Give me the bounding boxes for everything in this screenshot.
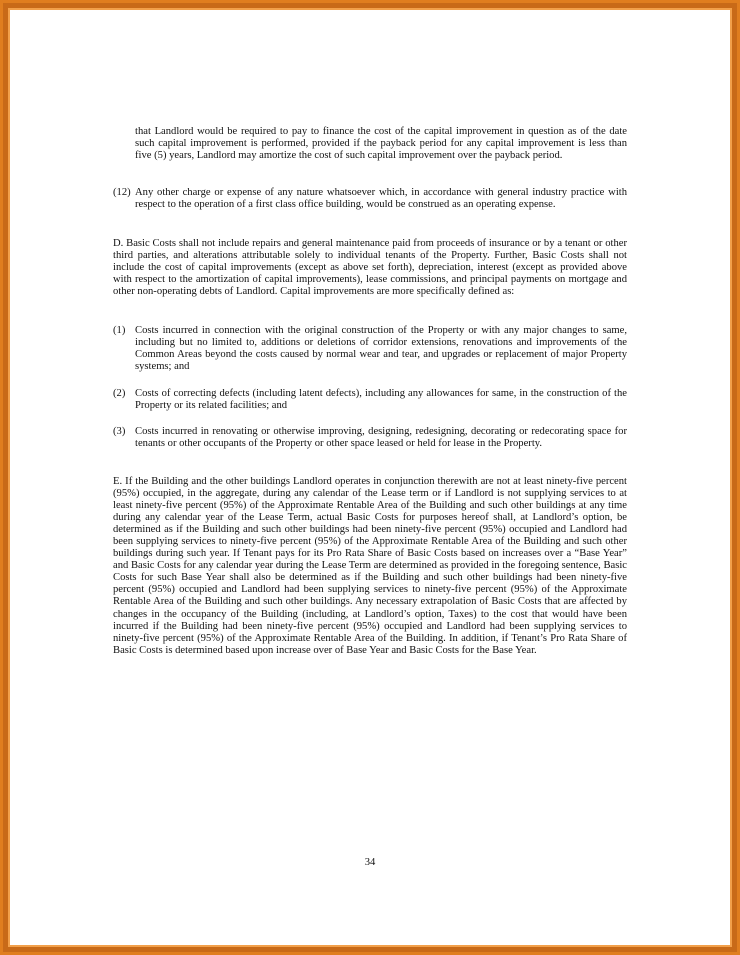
list-item-number: (3) bbox=[113, 426, 126, 437]
list-item-2 bbox=[113, 388, 627, 412]
paragraph-e: E. If the Building and the other buildings Landlord operates in conjunction therewith are not at least ninety-five percent (95%) occupied, in the aggregate, during any calendar of the Lease term or if Landlord is not supplying services to at least ninety-five percent (95%) of the Approximate Rentable Area of the Building and such other buildings at any time during any calendar year of the Lease Term, actual Basic Costs for purposes hereof shall, at Landlord’s option, be determined as if the Building and such other buildings had been ninety-five percent (95%) occupied and Landlord had been supplying services to ninety-five percent (95%) of the Approximate Rentable Area of the Building and such other buildings during such year. If Tenant pays for its Pro Rata Share of Basic Costs based on increases over a “Base Year” and Basic Costs for any calendar year during the Lease Term are determined as provided in the foregoing sentence, Basic Costs for such Base Year shall also be determined as if the Building and such other buildings had been ninety-five percent (95%) occupied and Landlord had been supplying services to ninety-five percent (95%) of the Approximate Rentable Area of the Building and such other buildings. Any necessary extrapolation of Basic Costs that are affected by changes in the occupancy of the Building (including, at Landlord’s option, Taxes) to the cost that would have been incurred if the Building had been ninety-five percent (95%) occupied and Landlord had been supplying services to ninety-five percent (95%) of the Approximate Rentable Area of the Building. In addition, if Tenant’s Pro Rata Share of Basic Costs is determined based upon increase over of Base Year and Basic Costs for the Base Year. bbox=[113, 476, 627, 656]
continuation-paragraph: that Landlord would be required to pay to finance the cost of the capital improvement in question as of the date such capital improvement is performed, provided if the payback period for any capital improvement is less than five (5) years, Landlord may amortize the cost of such capital improvement over the payback period. bbox=[135, 126, 627, 162]
paragraph-d: D. Basic Costs shall not include repairs and general maintenance paid from proceeds of insurance or by a tenant or other third parties, and alterations attributable solely to individual tenants of the Property. Further, Basic Costs shall not include the cost of capital improvements (except as above set forth), depreciation, interest (except as provided above with respect to the amortization of capital improvements), lease commissions, and principal payments on mortgage and other non-operating debts of Landlord. Capital improvements are more specifically defined as: bbox=[113, 238, 627, 298]
list-item-number: (2) bbox=[113, 388, 126, 399]
page-number: 34 bbox=[364, 857, 376, 868]
list-item-text: Costs of correcting defects (including latent defects), including any allowances for same, in the construction of the Property or its related facilities; and bbox=[135, 388, 627, 412]
list-item-number: (12) bbox=[113, 187, 131, 198]
list-item-number: (1) bbox=[113, 325, 126, 336]
list-item-text: Costs incurred in connection with the original construction of the Property or with any major changes to same, including but no limited to, additions or deletions of corridor extensions, renovations and improvements of the Common Areas beyond the costs caused by normal wear and tear, and upgrades or replacement of major Property systems; and bbox=[135, 325, 627, 373]
list-item-text: Any other charge or expense of any nature whatsoever which, in accordance with general industry practice with respect to the operation of a first class office building, would be construed as an operating expense. bbox=[135, 187, 627, 211]
list-item-1 bbox=[113, 325, 627, 373]
list-item-text: Costs incurred in renovating or otherwise improving, designing, redesigning, decorating or redecorating space for tenants or other occupants of the Property or other space leased or held for lease in the Property. bbox=[135, 426, 627, 450]
list-item-12 bbox=[113, 187, 627, 211]
list-item-3 bbox=[113, 426, 627, 450]
